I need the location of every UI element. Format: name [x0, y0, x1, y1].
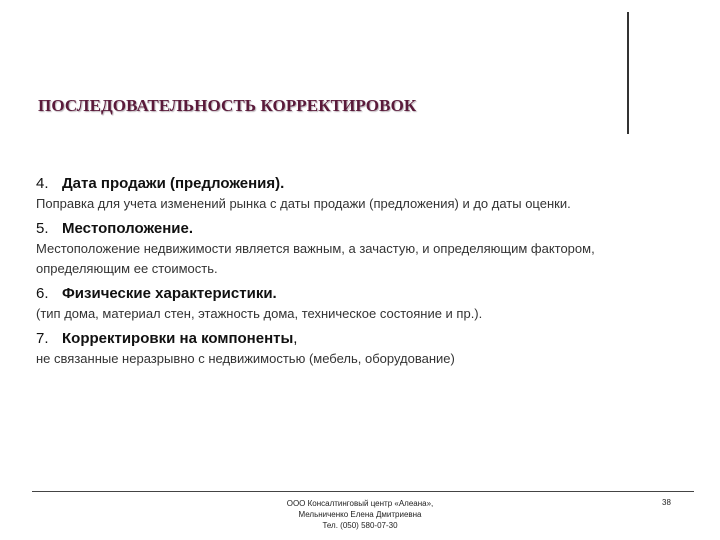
item-heading: Дата продажи (предложения). — [62, 175, 285, 192]
item-heading: Физические характеристики. — [62, 285, 277, 302]
item-number: 5. — [36, 220, 49, 237]
vertical-divider — [627, 12, 629, 134]
item-heading: Местоположение. — [62, 220, 194, 237]
footer-company: ООО Консалтинговый центр «Алеана», — [286, 499, 434, 508]
item-description: Поправка для учета изменений рынка с даты продажи (предложения) и до даты оценки. — [36, 196, 571, 211]
footer-phone: Тел. (050) 580-07-30 — [322, 521, 398, 530]
item-number: 4. — [36, 175, 49, 192]
item-number: 7. — [36, 330, 49, 347]
list-item — [36, 329, 455, 369]
footer-person: Мельниченко Елена Дмитриевна — [298, 510, 422, 519]
item-description: (тип дома, материал стен, этажность дома, техническое состояние и пр.). — [36, 306, 483, 321]
list-item — [36, 284, 482, 324]
slide-title: ПОСЛЕДОВАТЕЛЬНОСТЬ КОРРЕКТИРОВОК — [38, 96, 417, 115]
list-item — [36, 219, 656, 279]
page-number: 38 — [662, 498, 671, 507]
item-heading-suffix: , — [293, 330, 298, 347]
footer-contact — [220, 498, 500, 531]
item-description: Местоположение недвижимости является важным, а зачастую, и определяющим фактором, определяющим ее стоимость. — [36, 241, 595, 276]
item-heading: Корректировки на компоненты — [62, 330, 294, 347]
item-number: 6. — [36, 285, 49, 302]
item-description: не связанные неразрывно с недвижимостью (мебель, оборудование) — [36, 351, 455, 366]
footer-divider — [32, 491, 694, 492]
list-item — [36, 174, 571, 214]
